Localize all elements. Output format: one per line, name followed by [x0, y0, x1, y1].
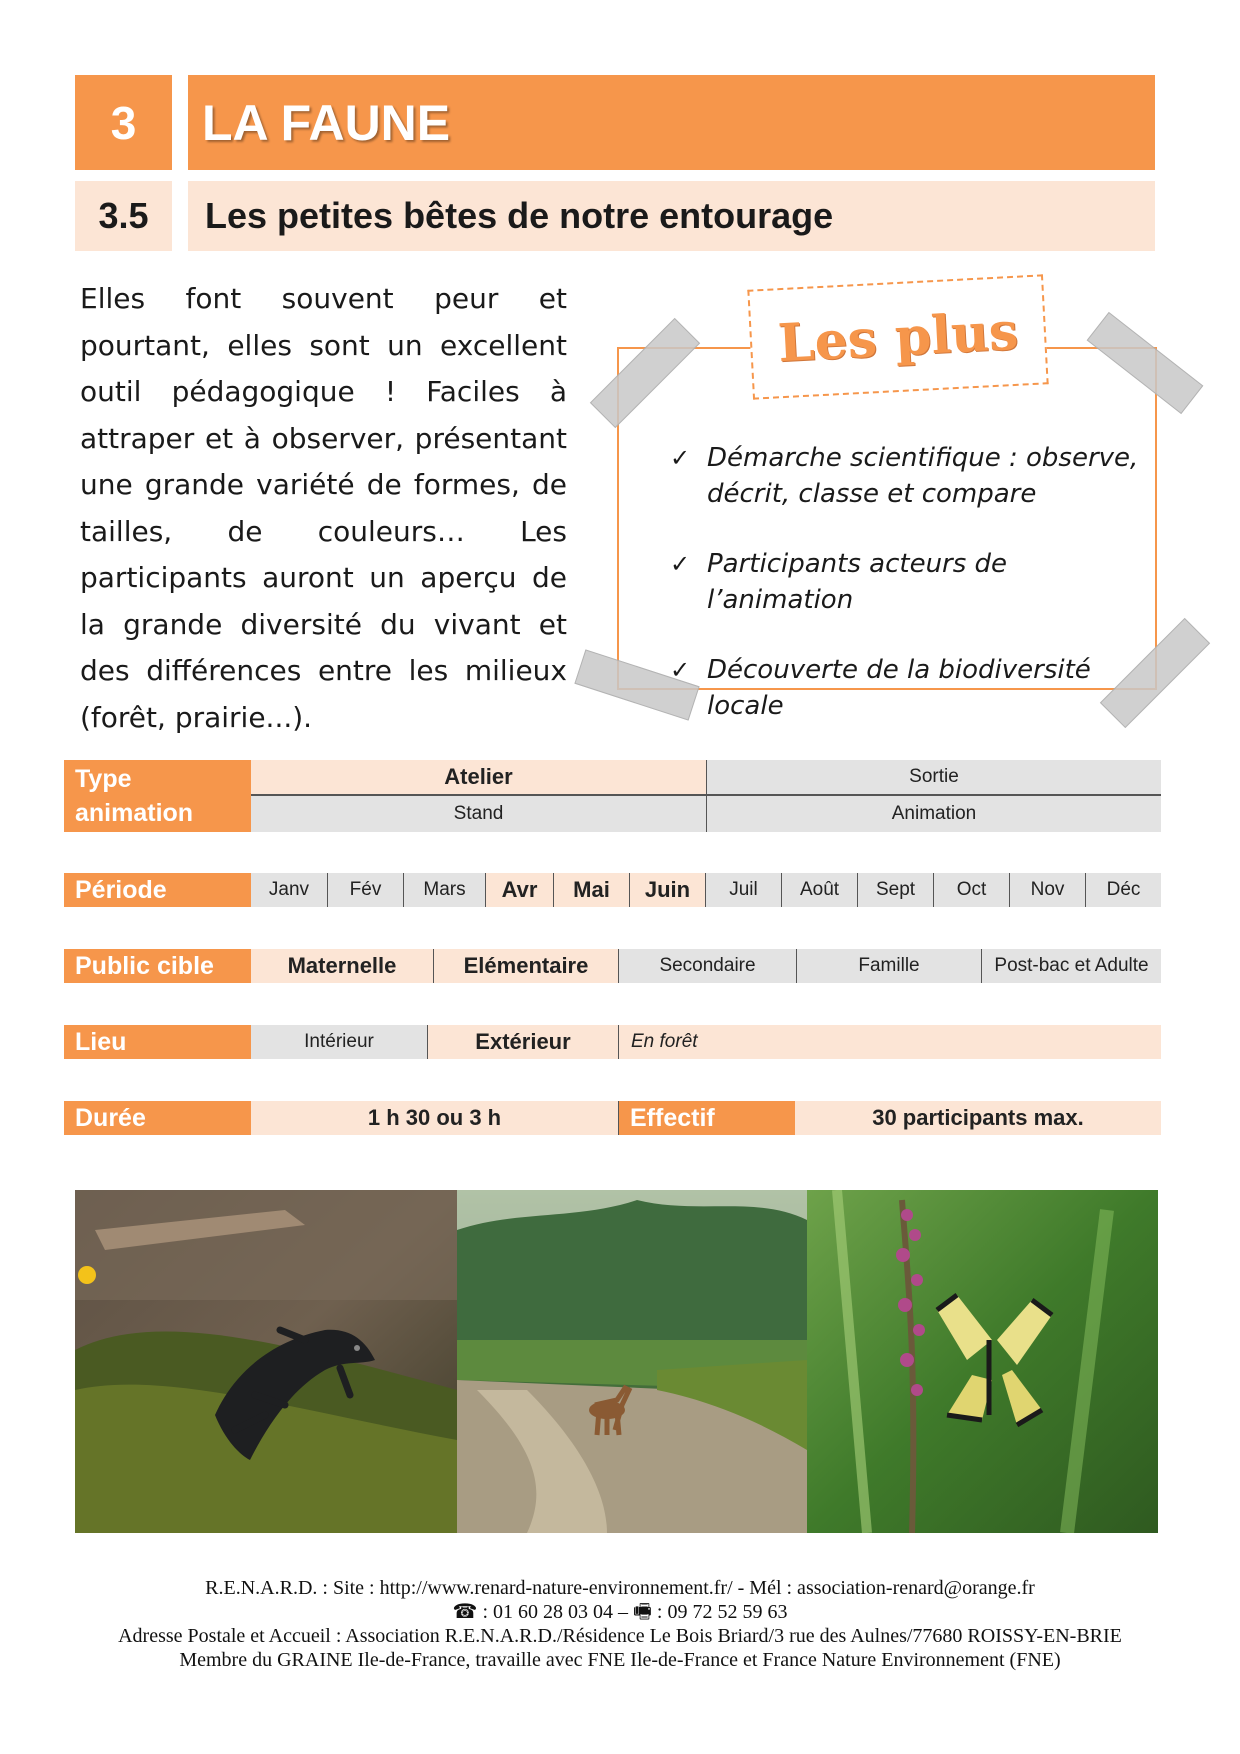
les-plus-title: Les plus — [747, 274, 1048, 399]
public-secondaire: Secondaire — [618, 949, 796, 983]
month-dec: Déc — [1085, 873, 1161, 907]
subsection-number: 3.5 — [75, 181, 172, 251]
type-atelier: Atelier — [251, 760, 706, 794]
month-avr: Avr — [485, 873, 553, 907]
les-plus-list — [670, 440, 1140, 758]
section-title: LA FAUNE — [188, 75, 1155, 170]
month-juil: Juil — [705, 873, 781, 907]
footer-contact-line: R.E.N.A.R.D. : Site : http://www.renard-nature-environnement.fr/ - Mél : association-renard@orange.fr — [205, 1577, 1035, 1599]
duree-label: Durée — [64, 1101, 251, 1135]
lieu-interieur: Intérieur — [251, 1025, 427, 1059]
list-item: ✓ Participants acteurs de l’animation — [670, 546, 1140, 618]
month-janv: Janv — [251, 873, 327, 907]
photo-salamander — [75, 1190, 457, 1533]
footer-phone-line: ☎ : 01 60 28 03 04 – 🖷 : 09 72 52 59 63 — [452, 1601, 788, 1623]
photo-butterfly — [807, 1190, 1158, 1533]
public-maternelle: Maternelle — [251, 949, 433, 983]
checkmark-icon: ✓ — [670, 656, 691, 684]
list-item: ✓ Découverte de la biodiversité locale — [670, 652, 1140, 724]
periode-label: Période — [64, 873, 251, 907]
type-sortie: Sortie — [706, 760, 1161, 794]
lieu-options — [251, 1025, 1161, 1059]
month-fev: Fév — [327, 873, 403, 907]
footer-membership-line: Membre du GRAINE Ile-de-France, travaille avec FNE Ile-de-France et France Nature Environnement (FNE) — [179, 1649, 1061, 1671]
public-cible-label: Public cible — [64, 949, 251, 983]
month-juin: Juin — [629, 873, 705, 907]
section-number: 3 — [75, 75, 172, 170]
checkmark-icon: ✓ — [670, 550, 691, 578]
effectif-label: Effectif — [618, 1101, 795, 1135]
public-cible-options — [251, 949, 1161, 983]
intro-paragraph: Elles font souvent peur et pourtant, elles sont un excellent outil pédagogique ! Faciles à attraper et à observer, présentant une grande variété de formes, de tailles, de couleurs… Les participants auront un aperçu de la grande diversité du vivant et des différences entre les milieux (forêt, prairie...). — [80, 282, 567, 734]
public-elementaire: Elémentaire — [433, 949, 618, 983]
month-sept: Sept — [857, 873, 933, 907]
type-stand: Stand — [251, 796, 706, 832]
footer-address-line: Adresse Postale et Accueil : Association R.E.N.A.R.D./Résidence Le Bois Briard/3 rue des Aulnes/77680 ROISSY-EN-BRIE — [118, 1625, 1122, 1647]
public-famille: Famille — [796, 949, 981, 983]
footer — [0, 1576, 1240, 1672]
subsection-title: Les petites bêtes de notre entourage — [188, 181, 1155, 251]
checkmark-icon: ✓ — [670, 444, 691, 472]
photo-deer-path — [457, 1190, 807, 1533]
month-oct: Oct — [933, 873, 1009, 907]
month-mars: Mars — [403, 873, 485, 907]
public-post-bac-adulte: Post-bac et Adulte — [981, 949, 1161, 983]
effectif-value: 30 participants max. — [795, 1101, 1161, 1135]
periode-months — [251, 873, 1161, 907]
month-nov: Nov — [1009, 873, 1085, 907]
type-animation: Animation — [706, 796, 1161, 832]
month-mai: Mai — [553, 873, 629, 907]
type-animation-label: Type animation — [64, 760, 251, 832]
list-item: ✓ Démarche scientifique : observe, décrit, classe et compare — [670, 440, 1140, 512]
lieu-label: Lieu — [64, 1025, 251, 1059]
lieu-precision: En forêt — [618, 1025, 1161, 1059]
duree-value: 1 h 30 ou 3 h — [251, 1101, 618, 1135]
month-aout: Août — [781, 873, 857, 907]
lieu-exterieur: Extérieur — [427, 1025, 618, 1059]
